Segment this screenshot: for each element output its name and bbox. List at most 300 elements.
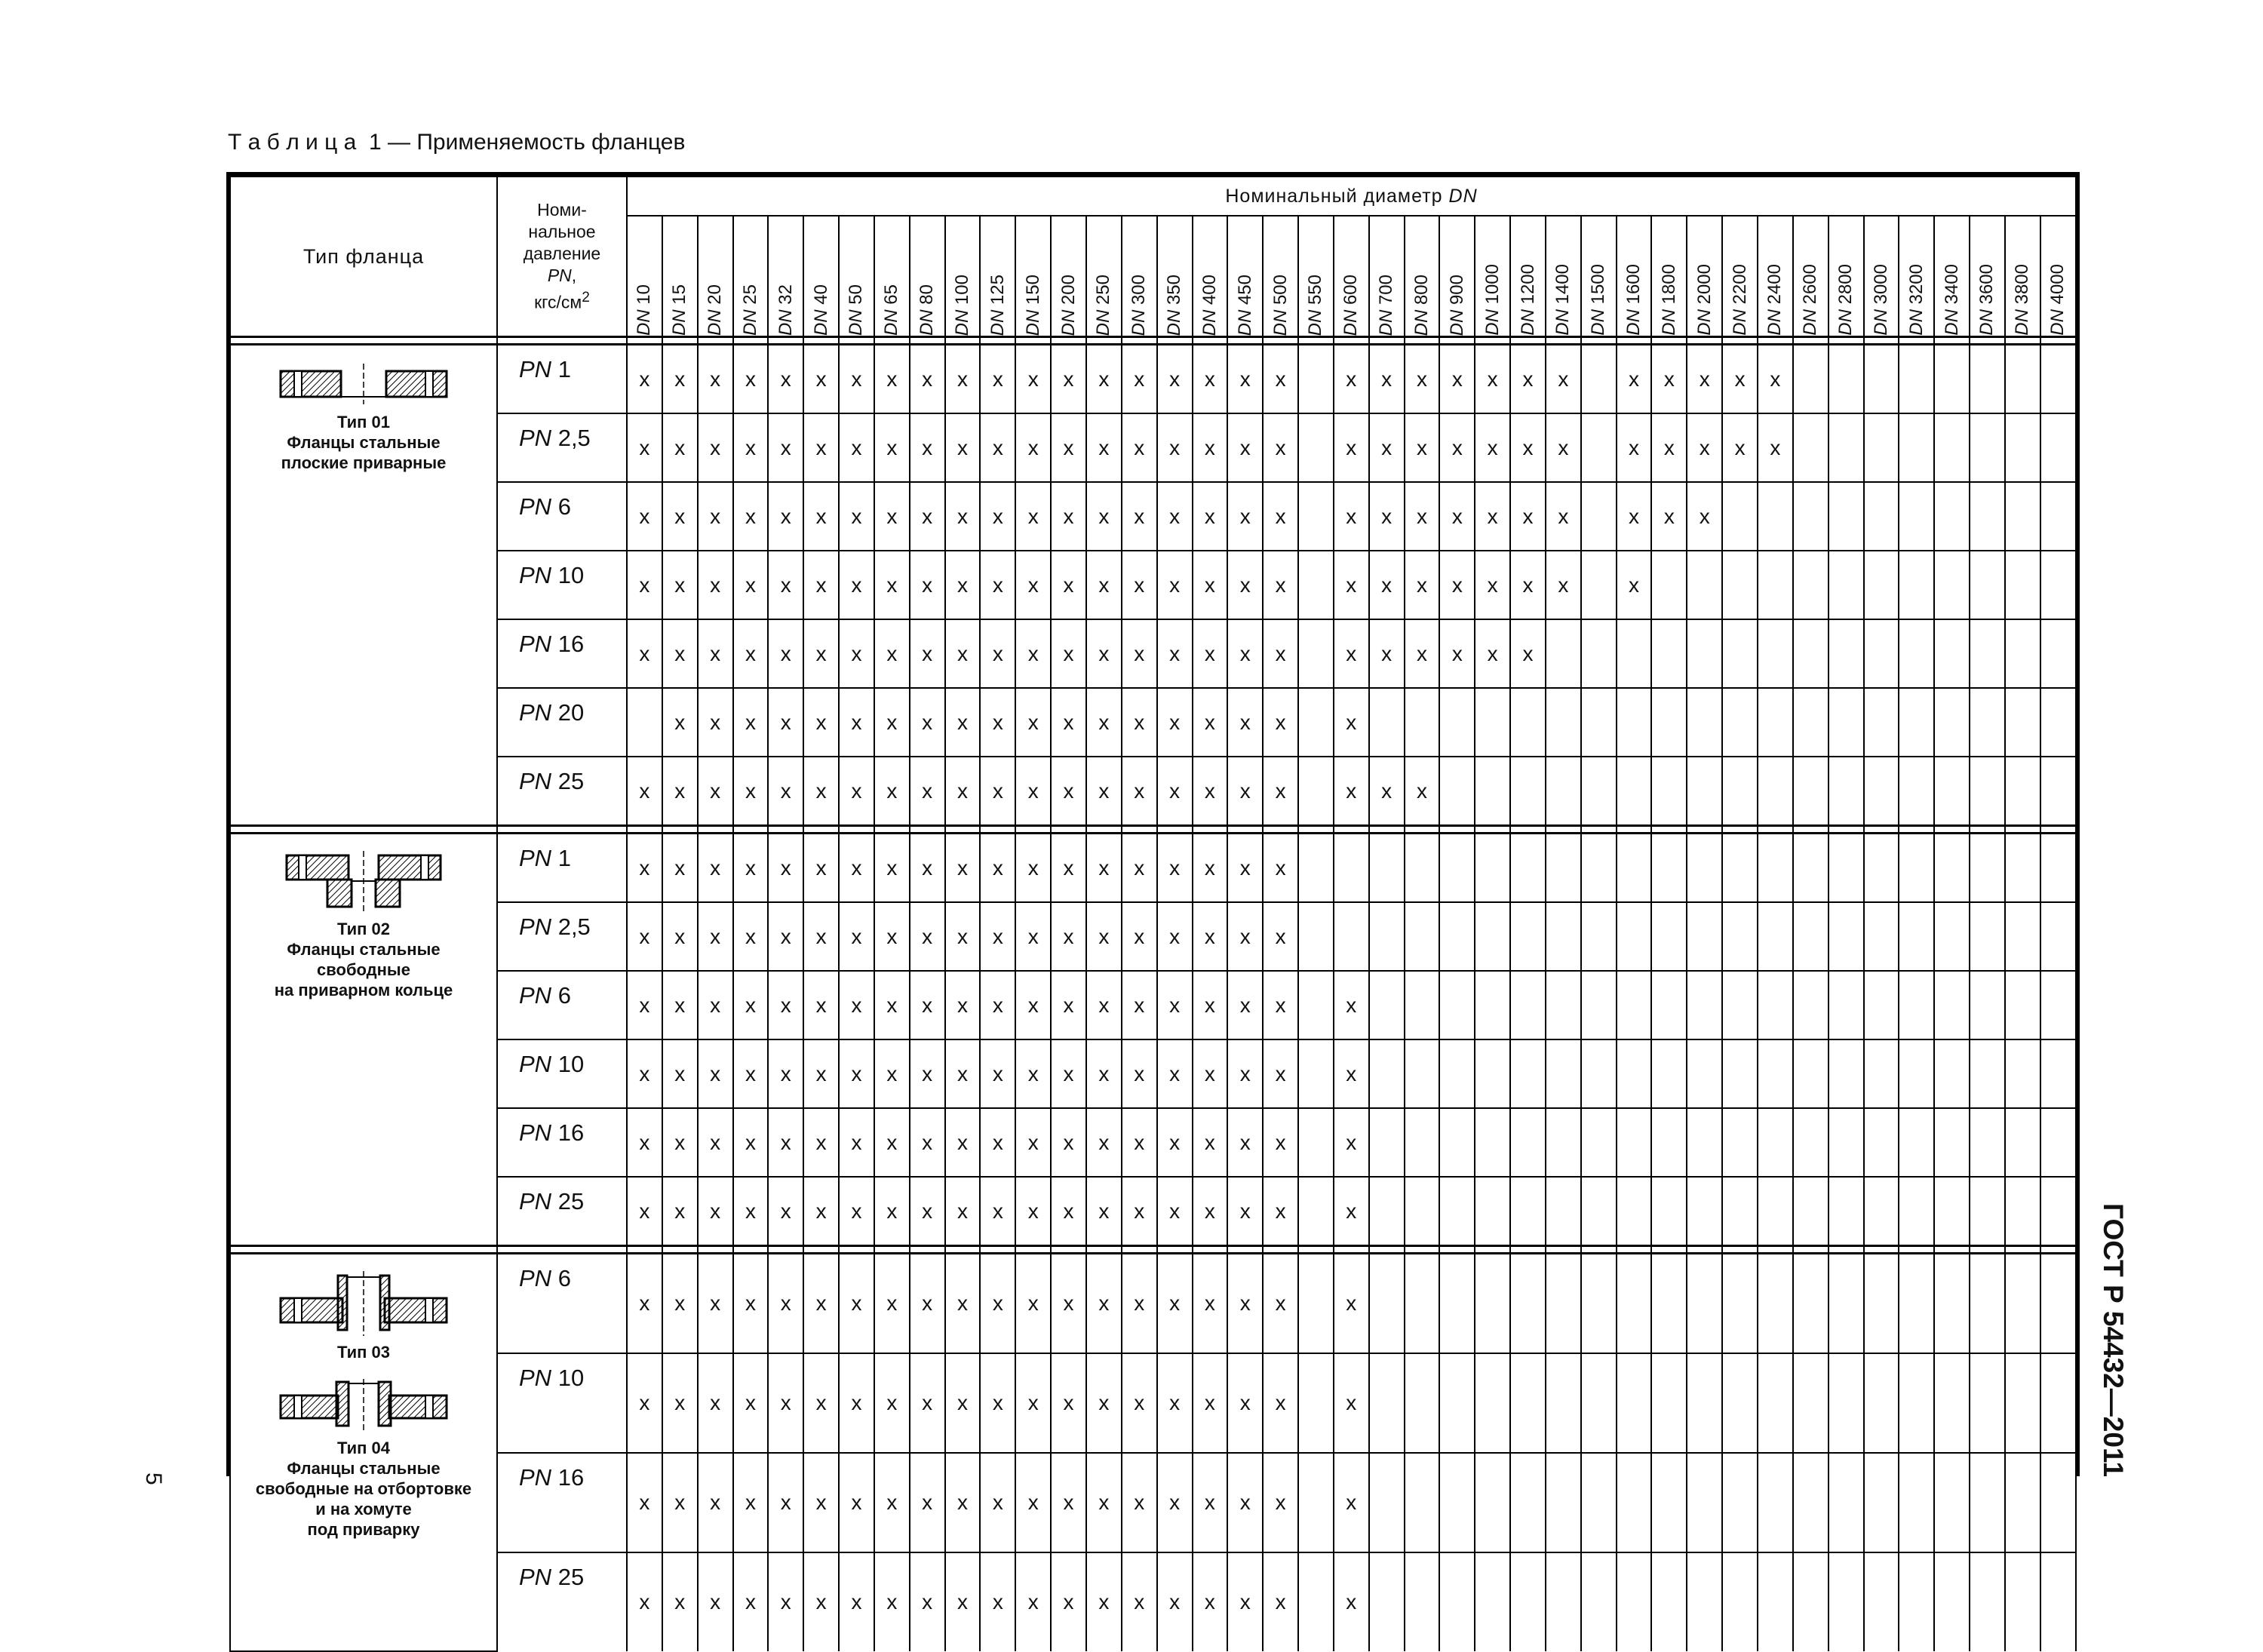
applicability-mark: х [839, 688, 874, 757]
pn-cell [497, 1353, 627, 1453]
empty-cell [1298, 902, 1334, 971]
applicability-mark: х [803, 688, 839, 757]
empty-cell [2005, 834, 2040, 903]
dn-value: 65 [881, 284, 902, 305]
applicability-mark: х [698, 413, 733, 482]
separator-cell [497, 1246, 627, 1254]
applicability-mark: х [1193, 619, 1228, 688]
applicability-mark: х [803, 971, 839, 1039]
applicability-mark: х [1510, 482, 1546, 551]
empty-cell [1405, 1108, 1440, 1177]
dn-header-3000 [1864, 216, 1899, 337]
applicability-mark: х [733, 688, 769, 757]
applicability-mark: х [839, 902, 874, 971]
empty-cell [1758, 902, 1793, 971]
dn-prefix: DN [1446, 309, 1467, 336]
empty-cell [1687, 902, 1722, 971]
empty-cell [1934, 1552, 1970, 1651]
separator-cell [1157, 826, 1193, 834]
empty-cell [2005, 1177, 2040, 1246]
dn-header-2200 [1722, 216, 1758, 337]
empty-cell [1581, 1552, 1617, 1651]
applicability-mark: х [910, 1039, 945, 1108]
empty-cell [1864, 1453, 1899, 1552]
dn-header-1400 [1546, 216, 1581, 337]
separator-cell [230, 337, 497, 345]
applicability-mark: х [803, 551, 839, 619]
applicability-mark: х [874, 1552, 910, 1651]
dn-header-300 [1122, 216, 1157, 337]
empty-cell [2005, 482, 2040, 551]
separator-cell [1122, 1246, 1157, 1254]
pn-prefix: PN [519, 562, 552, 588]
table-row [230, 1108, 2076, 1177]
applicability-mark: х [698, 345, 733, 414]
dn-header-1200 [1510, 216, 1546, 337]
applicability-mark: х [980, 482, 1015, 551]
applicability-mark: х [1263, 1039, 1298, 1108]
table-row [230, 413, 2076, 482]
applicability-mark: х [627, 1353, 662, 1453]
applicability-mark: х [1122, 971, 1157, 1039]
empty-cell [1298, 834, 1334, 903]
applicability-mark: х [1015, 757, 1051, 826]
empty-cell [1298, 345, 1334, 414]
empty-cell [1439, 1353, 1475, 1453]
dn-prefix: DN [1623, 309, 1644, 336]
separator-cell [1617, 337, 1652, 345]
applicability-mark: х [627, 971, 662, 1039]
separator-cell [1651, 826, 1687, 834]
dn-prefix: DN [846, 309, 867, 336]
applicability-mark: х [1157, 482, 1193, 551]
applicability-mark: х [733, 1039, 769, 1108]
separator-cell [1298, 1246, 1334, 1254]
applicability-mark: х [874, 1108, 910, 1177]
applicability-mark: х [1475, 345, 1510, 414]
separator-cell [698, 1246, 733, 1254]
applicability-mark: х [1157, 971, 1193, 1039]
applicability-mark: х [1157, 1177, 1193, 1246]
applicability-mark: х [1086, 413, 1122, 482]
applicability-mark: х [662, 551, 698, 619]
empty-cell [1864, 1039, 1899, 1108]
applicability-mark: х [662, 1453, 698, 1552]
empty-cell [1581, 1353, 1617, 1453]
header-nominal-diameter [627, 177, 2076, 216]
separator-cell [1829, 1246, 1864, 1254]
applicability-mark: х [980, 1254, 1015, 1354]
separator-cell [945, 1246, 981, 1254]
empty-cell [1617, 902, 1652, 971]
empty-cell [1546, 902, 1581, 971]
empty-cell [2040, 1108, 2076, 1177]
applicability-mark: х [1334, 482, 1369, 551]
empty-cell [1970, 902, 2005, 971]
empty-cell [1581, 834, 1617, 903]
applicability-mark: х [1015, 1353, 1051, 1453]
separator-cell [1369, 826, 1405, 834]
dn-header-25 [733, 216, 769, 337]
empty-cell [1617, 1453, 1652, 1552]
pn-cell [497, 482, 627, 551]
applicability-mark: х [733, 345, 769, 414]
empty-cell [1405, 1177, 1440, 1246]
applicability-mark: х [910, 1453, 945, 1552]
applicability-mark: х [945, 619, 981, 688]
empty-cell [1970, 619, 2005, 688]
empty-cell [1581, 1039, 1617, 1108]
applicability-mark: х [1051, 1177, 1086, 1246]
flange-type04-section-icon [231, 1379, 496, 1432]
pn-prefix: PN [519, 768, 552, 794]
applicability-mark: х [1263, 1453, 1298, 1552]
separator-cell [1122, 337, 1157, 345]
empty-cell [1793, 834, 1829, 903]
dn-value: 200 [1058, 274, 1079, 305]
applicability-mark: х [733, 1254, 769, 1354]
empty-cell [1369, 971, 1405, 1039]
applicability-mark: х [1157, 551, 1193, 619]
applicability-mark: х [1122, 1453, 1157, 1552]
applicability-mark: х [803, 1108, 839, 1177]
empty-cell [1829, 902, 1864, 971]
applicability-mark: х [839, 482, 874, 551]
separator-cell [910, 337, 945, 345]
applicability-mark: х [1193, 1108, 1228, 1177]
empty-cell [1439, 688, 1475, 757]
empty-cell [1970, 551, 2005, 619]
separator-cell [1298, 826, 1334, 834]
separator-cell [1475, 337, 1510, 345]
separator-cell [1015, 1246, 1051, 1254]
dn-header-15 [662, 216, 698, 337]
applicability-mark: х [874, 971, 910, 1039]
separator-cell [2005, 826, 2040, 834]
empty-cell [1510, 1453, 1546, 1552]
applicability-mark: х [1122, 551, 1157, 619]
applicability-mark: х [945, 1552, 981, 1651]
empty-cell [1829, 1254, 1864, 1354]
separator-cell [230, 826, 497, 834]
empty-cell [1722, 1039, 1758, 1108]
applicability-mark: х [1439, 413, 1475, 482]
applicability-mark: х [768, 1552, 803, 1651]
applicability-mark: х [945, 482, 981, 551]
applicability-mark: х [1157, 1353, 1193, 1453]
separator-cell [1405, 826, 1440, 834]
applicability-mark: х [627, 834, 662, 903]
empty-cell [1475, 971, 1510, 1039]
dn-header-3400 [1934, 216, 1970, 337]
applicability-mark: х [803, 1177, 839, 1246]
dn-header-label [1342, 269, 1360, 336]
empty-cell [1793, 345, 1829, 414]
flange-type-label: свободные на отбортовке [255, 1479, 472, 1498]
applicability-mark: х [945, 345, 981, 414]
empty-cell [1369, 1177, 1405, 1246]
table-caption: Т а б л и ц а 1 — Применяемость фланцев [228, 130, 686, 155]
applicability-mark: х [627, 1039, 662, 1108]
dn-header-label [1095, 269, 1113, 336]
pn-cell [497, 345, 627, 414]
empty-cell [1651, 757, 1687, 826]
applicability-mark: х [733, 482, 769, 551]
applicability-mark: х [910, 971, 945, 1039]
empty-cell [1687, 757, 1722, 826]
applicability-mark: х [1334, 1254, 1369, 1354]
empty-cell [1581, 1453, 1617, 1552]
dn-header-label [1978, 258, 1996, 336]
applicability-mark: х [945, 1039, 981, 1108]
empty-cell [1405, 1552, 1440, 1651]
applicability-mark: х [1086, 757, 1122, 826]
separator-cell [1015, 826, 1051, 834]
applicability-mark: х [1193, 1039, 1228, 1108]
separator-cell [1193, 826, 1228, 834]
flange-type02-section-icon [231, 851, 496, 913]
pn-cell [497, 834, 627, 903]
applicability-mark: х [945, 902, 981, 971]
empty-cell [1934, 1353, 1970, 1453]
empty-cell [1829, 1108, 1864, 1177]
empty-cell [1793, 688, 1829, 757]
dn-prefix: DN [1376, 309, 1397, 336]
applicability-mark: х [1227, 413, 1263, 482]
applicability-mark: х [1193, 413, 1228, 482]
dn-prefix: DN [739, 309, 760, 336]
separator-cell [1934, 1246, 1970, 1254]
flange-type-label: свободные [317, 960, 410, 979]
empty-cell [2005, 757, 2040, 826]
applicability-mark: х [1369, 482, 1405, 551]
empty-cell [1758, 1108, 1793, 1177]
dn-header-label [2013, 258, 2031, 336]
empty-cell [1687, 688, 1722, 757]
applicability-mark: х [980, 413, 1015, 482]
applicability-mark: х [910, 1254, 945, 1354]
dn-prefix: DN [987, 309, 1008, 336]
separator-cell [1546, 826, 1581, 834]
applicability-mark: х [1546, 551, 1581, 619]
dn-value: 600 [1340, 274, 1362, 305]
applicability-mark: х [839, 757, 874, 826]
dn-header-label [1130, 269, 1148, 336]
separator-cell [1263, 826, 1298, 834]
empty-cell [1510, 688, 1546, 757]
dn-prefix: DN [1800, 309, 1821, 336]
applicability-mark: х [733, 551, 769, 619]
applicability-mark: х [1122, 688, 1157, 757]
empty-cell [1722, 757, 1758, 826]
applicability-mark: х [980, 619, 1015, 688]
empty-cell [1510, 834, 1546, 903]
pn-prefix: PN [519, 982, 552, 1009]
applicability-mark: х [1122, 345, 1157, 414]
dn-prefix: DN [1835, 309, 1856, 336]
table-row [230, 834, 2076, 903]
empty-cell [1617, 971, 1652, 1039]
applicability-mark: х [839, 1353, 874, 1453]
empty-cell [1758, 1552, 1793, 1651]
applicability-mark: х [1651, 482, 1687, 551]
applicability-mark: х [1546, 345, 1581, 414]
applicability-mark: х [733, 834, 769, 903]
empty-cell [1934, 902, 1970, 971]
dn-header-label [1731, 258, 1749, 336]
empty-cell [1793, 551, 1829, 619]
empty-cell [1934, 1039, 1970, 1108]
applicability-mark: х [1475, 482, 1510, 551]
table-row [230, 619, 2076, 688]
empty-cell [2005, 1552, 2040, 1651]
applicability-mark: х [627, 757, 662, 826]
pn-value: 25 [557, 1564, 585, 1590]
flange-type-cell-type02 [230, 834, 497, 1246]
separator-cell [230, 1246, 497, 1254]
dn-value: 250 [1093, 274, 1114, 305]
dn-prefix: DN [1588, 309, 1609, 336]
dn-prefix: DN [1905, 309, 1927, 336]
dn-header-label [1413, 269, 1431, 336]
dn-prefix: DN [1128, 309, 1150, 336]
dn-prefix: DN [1552, 309, 1574, 336]
dn-header-2400 [1758, 216, 1793, 337]
dn-header-3200 [1899, 216, 1934, 337]
dn-value: 20 [705, 284, 726, 305]
dn-prefix: DN [952, 309, 973, 336]
pn-value: 2,5 [557, 914, 591, 940]
applicability-mark: х [1086, 971, 1122, 1039]
empty-cell [1651, 1254, 1687, 1354]
dn-prefix: DN [1234, 309, 1255, 336]
dn-value: 3000 [1870, 264, 1891, 305]
empty-cell [1793, 482, 1829, 551]
dn-header-550 [1298, 216, 1334, 337]
empty-cell [1510, 902, 1546, 971]
separator-cell [803, 337, 839, 345]
dn-header-label [953, 269, 972, 336]
empty-cell [1934, 619, 1970, 688]
dn-header-3600 [1970, 216, 2005, 337]
applicability-mark: х [1157, 1039, 1193, 1108]
applicability-mark: х [839, 1039, 874, 1108]
empty-cell [2005, 1254, 2040, 1354]
pn-cell [497, 413, 627, 482]
dn-header-label [1236, 269, 1254, 336]
applicability-mark: х [839, 619, 874, 688]
empty-cell [2005, 413, 2040, 482]
applicability-mark: х [874, 551, 910, 619]
empty-cell [1829, 688, 1864, 757]
separator-cell [1086, 337, 1122, 345]
applicability-mark: х [1263, 619, 1298, 688]
applicability-mark: х [803, 413, 839, 482]
separator-cell [803, 1246, 839, 1254]
applicability-mark: х [1227, 1353, 1263, 1453]
applicability-mark: х [803, 1453, 839, 1552]
separator-cell [1369, 337, 1405, 345]
applicability-mark: х [945, 1177, 981, 1246]
pn-prefix: PN [519, 1464, 552, 1491]
empty-cell [1475, 1039, 1510, 1108]
dn-prefix: DN [1093, 309, 1114, 336]
dn-prefix: DN [810, 309, 831, 336]
separator-cell [910, 826, 945, 834]
dn-prefix: DN [1870, 309, 1891, 336]
dn-value: 450 [1234, 274, 1255, 305]
dn-header-32 [768, 216, 803, 337]
empty-cell [1687, 551, 1722, 619]
empty-cell [1439, 1177, 1475, 1246]
applicability-mark: х [1193, 757, 1228, 826]
applicability-mark: х [1510, 619, 1546, 688]
dn-value: 4000 [2047, 264, 2068, 305]
empty-cell [1439, 834, 1475, 903]
applicability-mark: х [1122, 902, 1157, 971]
applicability-mark: х [980, 688, 1015, 757]
dn-header-200 [1051, 216, 1086, 337]
empty-cell [1722, 1108, 1758, 1177]
dn-prefix: DN [1976, 309, 1997, 336]
applicability-mark: х [1439, 619, 1475, 688]
pn-value: 16 [557, 1119, 585, 1146]
applicability-mark: х [1405, 413, 1440, 482]
empty-cell [1298, 551, 1334, 619]
empty-cell [1970, 345, 2005, 414]
applicability-mark: х [627, 1108, 662, 1177]
applicability-mark: х [1475, 619, 1510, 688]
empty-cell [1617, 757, 1652, 826]
empty-cell [2040, 834, 2076, 903]
empty-cell [2040, 345, 2076, 414]
dn-header-label [1766, 258, 1784, 336]
flange-type-label: под приварку [307, 1520, 420, 1539]
dn-prefix: DN [2047, 309, 2068, 336]
separator-cell [662, 337, 698, 345]
applicability-mark: х [1617, 551, 1652, 619]
empty-cell [2005, 551, 2040, 619]
dn-prefix: DN [634, 309, 655, 336]
applicability-mark: х [1122, 482, 1157, 551]
empty-cell [1970, 1254, 2005, 1354]
applicability-mark: х [1439, 345, 1475, 414]
applicability-mark: х [698, 1453, 733, 1552]
empty-cell [1970, 1552, 2005, 1651]
empty-cell [2005, 902, 2040, 971]
pn-value: 25 [557, 1188, 585, 1214]
applicability-mark: х [1086, 1177, 1122, 1246]
applicability-mark: х [945, 834, 981, 903]
empty-cell [1439, 1039, 1475, 1108]
applicability-mark: х [1015, 551, 1051, 619]
empty-cell [1899, 1552, 1934, 1651]
separator-cell [733, 337, 769, 345]
dn-header-1600 [1617, 216, 1652, 337]
dn-header-65 [874, 216, 910, 337]
dn-header-100 [945, 216, 981, 337]
applicability-mark: х [698, 834, 733, 903]
empty-cell [1758, 971, 1793, 1039]
applicability-mark: х [839, 834, 874, 903]
separator-cell [1864, 826, 1899, 834]
empty-cell [1829, 1177, 1864, 1246]
empty-cell [1369, 1254, 1405, 1354]
applicability-mark: х [733, 413, 769, 482]
applicability-mark: х [1263, 834, 1298, 903]
dn-prefix: DN [775, 309, 796, 336]
empty-cell [1510, 1177, 1546, 1246]
